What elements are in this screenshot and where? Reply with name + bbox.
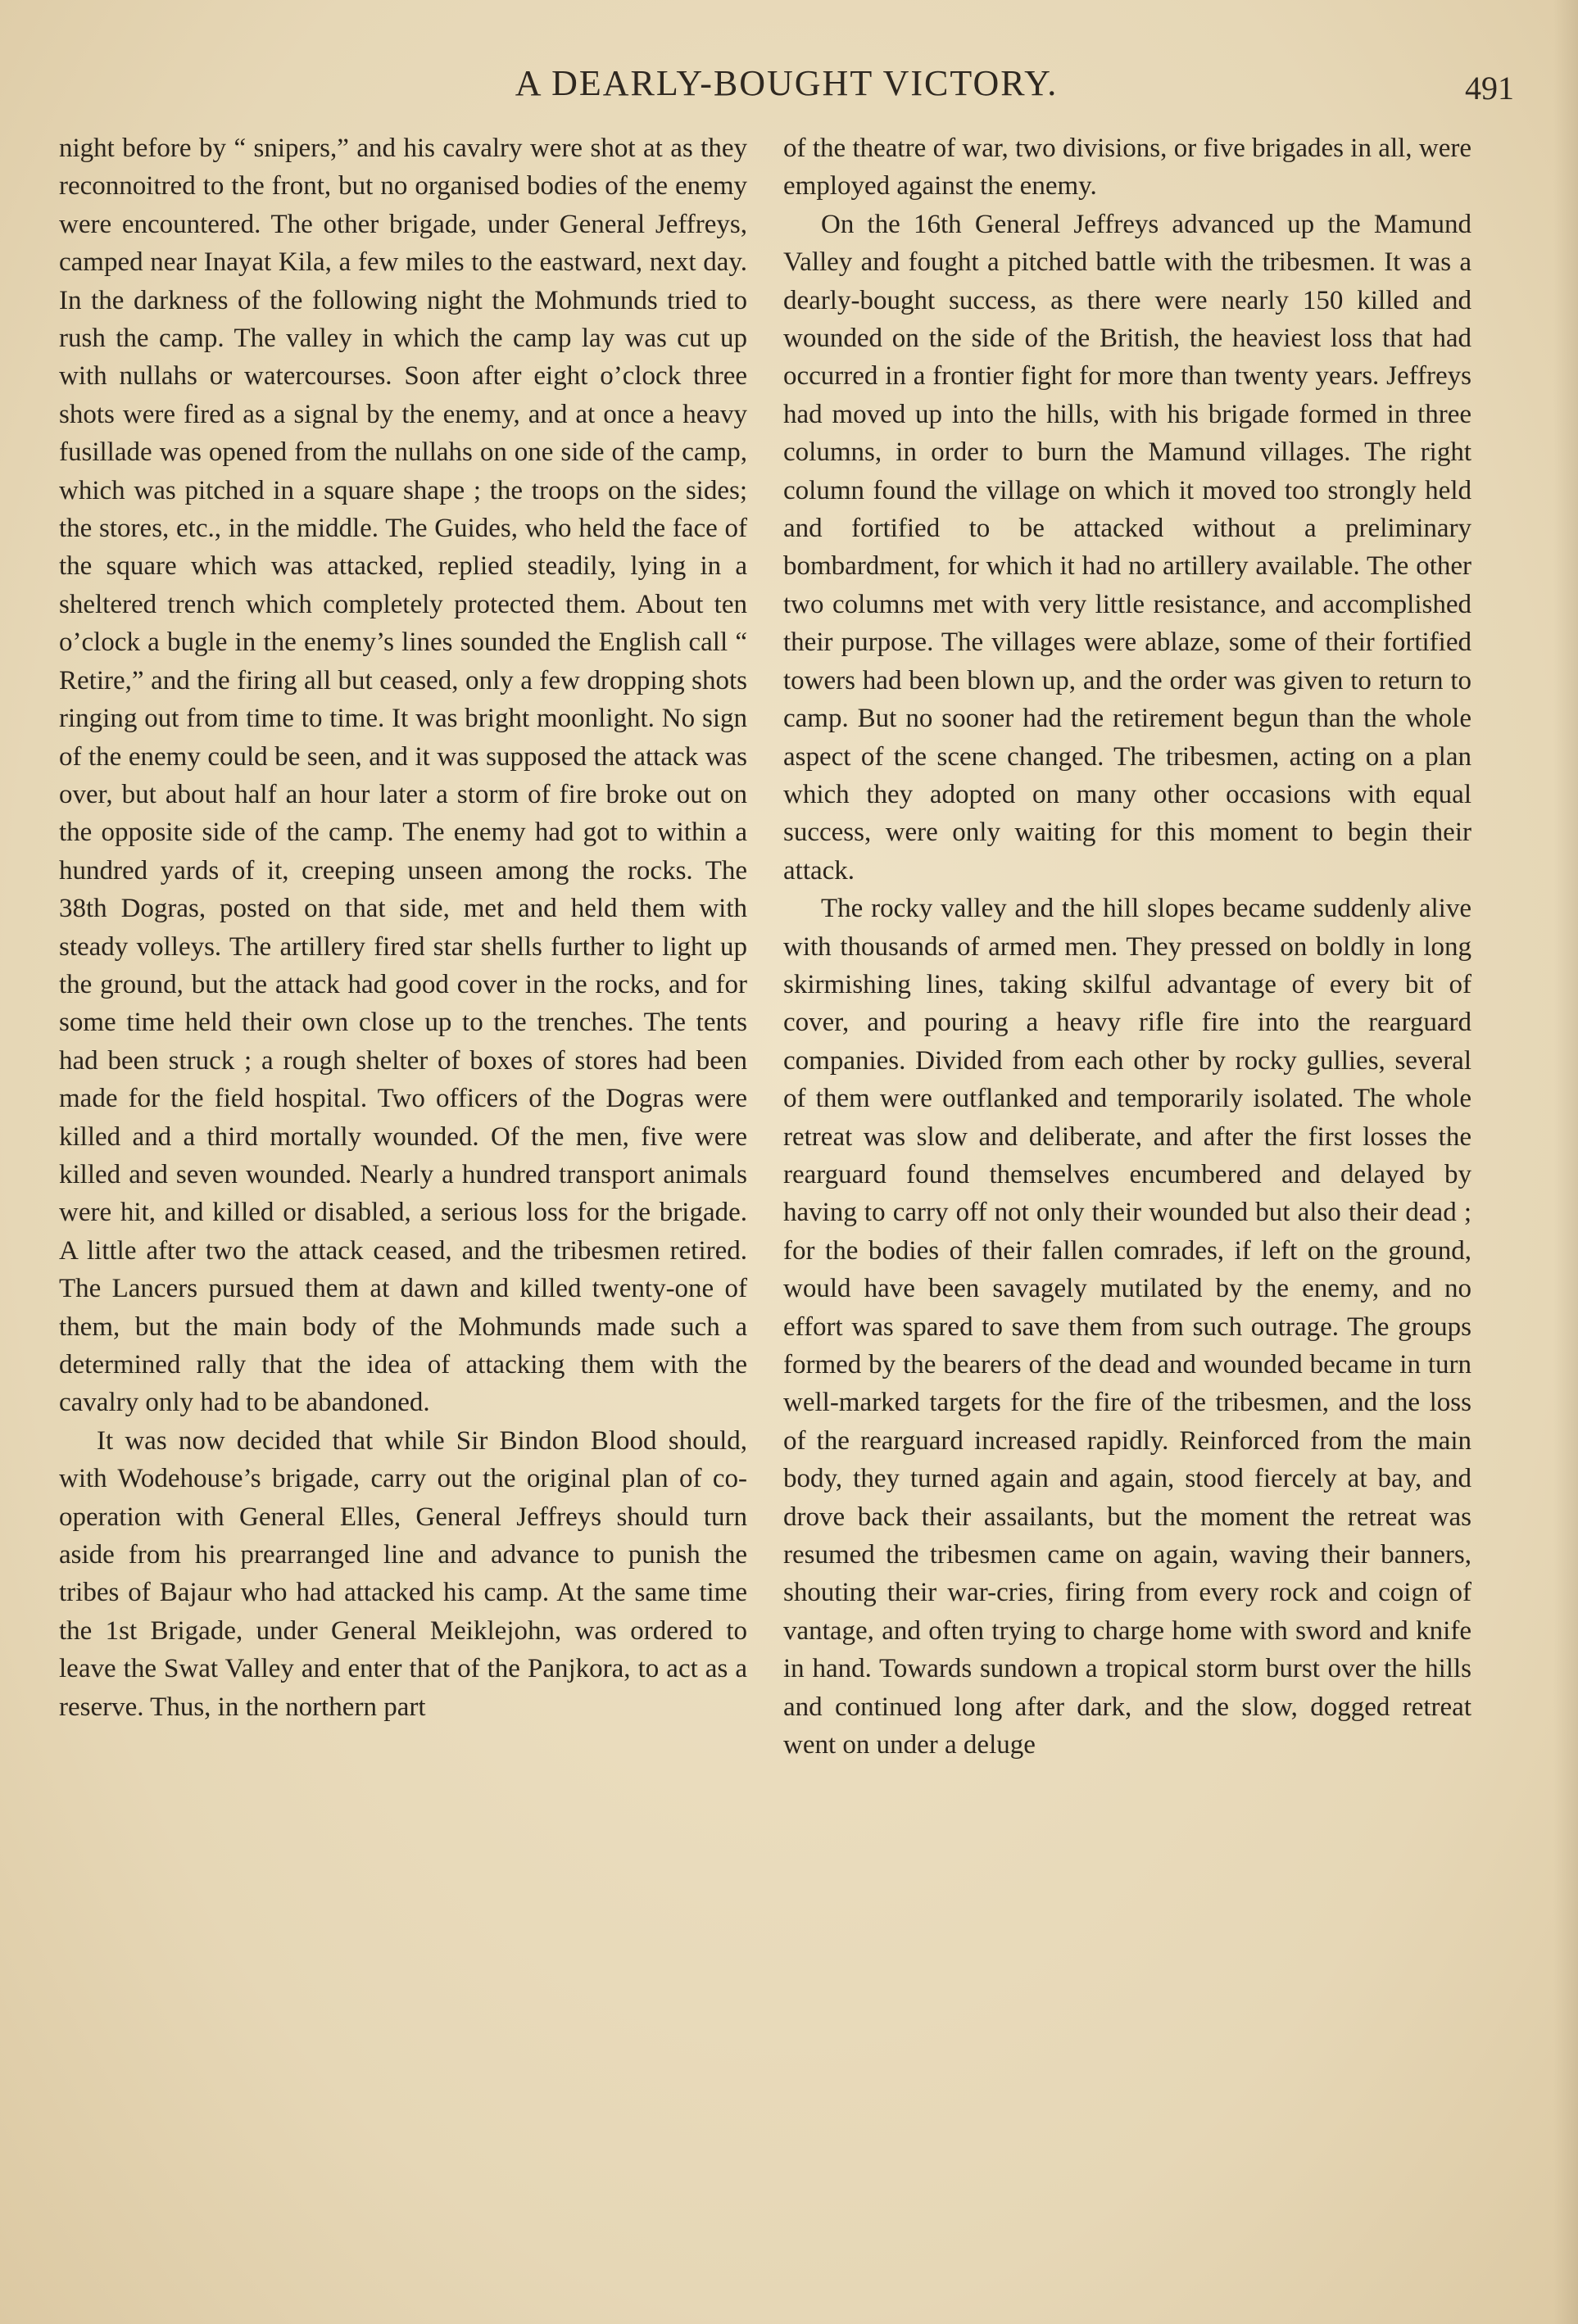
page-edge-shadow [1553, 0, 1578, 2324]
running-title: A DEARLY-BOUGHT VICTORY. [515, 63, 1059, 103]
running-head [0, 59, 1578, 108]
left-column [59, 129, 747, 2227]
paragraph: night before by “ snipers,” and his cavalry were shot at as they reconnoitred to the front, but no organised bodies of the enemy were encountered. The other brigade, under General Jeffreys, camped near Inayat Kila, a few miles to the eastward, next day. In the darkness of the following night the Mohmunds tried to rush the camp. The valley in which the camp lay was cut up with nullahs or watercourses. Soon after eight o’clock three shots were fired as a signal by the enemy, and at once a heavy fusillade was opened from the nullahs on one side of the camp, which was pitched in a square shape ; the troops on the sides; the stores, etc., in the middle. The Guides, who held the face of the square which was attacked, replied steadily, lying in a sheltered trench which completely protected them. About ten o’clock a bugle in the enemy’s lines sounded the English call “ Retire,” and the firing all but ceased, only a few dropping shots ringing out from time to time. It was bright moonlight. No sign of the enemy could be seen, and it was supposed the attack was over, but about half an hour later a storm of fire broke out on the opposite side of the camp. The enemy had got to within a hundred yards of it, creeping unseen among the rocks. The 38th Dogras, posted on that side, met and held them with steady volleys. The artillery fired star shells further to light up the ground, but the attack had good cover in the rocks, and for some time held their own close up to the trenches. The tents had been struck ; a rough shelter of boxes of stores had been made for the field hospital. Two officers of the Dogras were killed and a third mortally wounded. Of the men, five were killed and seven wounded. Nearly a hundred transport animals were hit, and killed or disabled, a serious loss for the brigade. A little after two the attack ceased, and the tribesmen retired. The Lancers pursued them at dawn and killed twenty-one of them, but the main body of the Mohmunds made such a determined rally that the idea of attacking them with the cavalry only had to be abandoned. [59, 134, 747, 1418]
paragraph: On the 16th General Jeffreys advanced up the Mamund Valley and fought a pitched battle with the tribesmen. It was a dearly-bought success, as there were nearly 150 killed and wounded on the side of the British, the heaviest loss that had occurred in a frontier fight for more than twenty years. Jeffreys had moved up into the hills, with his brigade formed in three columns, in order to burn the Mamund villages. The right column found the village on which it moved too strongly held and fortified to be attacked without a preliminary bombardment, for which it had no artillery available. The other two columns met with very little resistance, and accomplished their purpose. The villages were ablaze, some of their fortified towers had been blown up, and the order was given to return to camp. But no sooner had the retirement begun than the whole aspect of the scene changed. The tribesmen, acting on a plan which they adopted on many other occasions with equal success, were only waiting for this moment to begin their attack. [783, 209, 1471, 886]
page-number: 491 [1465, 70, 1514, 106]
paragraph: It was now decided that while Sir Bindon Blood should, with Wodehouse’s brigade, carry out the original plan of co-operation with General Elles, General Jeffreys should turn aside from his prearranged line and advance to punish the tribes of Bajaur who had attacked his camp. At the same time the 1st Brigade, under General Meiklejohn, was ordered to leave the Swat Valley and enter that of the Panjkora, to act as a reserve. Thus, in the northern part [59, 1425, 747, 1722]
paragraph: The rocky valley and the hill slopes became suddenly alive with thousands of armed men. They pressed on boldly in long skirmishing lines, taking skilful advantage of every bit of cover, and pouring a heavy rifle fire into the rearguard companies. Divided from each other by rocky gullies, several of them were outflanked and temporarily isolated. The whole retreat was slow and deliberate, and after the first losses the rearguard found themselves encumbered and delayed by having to carry off not only their wounded but also their dead ; for the bodies of their fallen comrades, if left on the ground, would have been savagely mutilated by the enemy, and no effort was spared to save them from such outrage. The groups formed by the bearers of the dead and wounded became in turn well-marked targets for the fire of the tribesmen, and the loss of the rearguard increased rapidly. Reinforced from the main body, they turned again and again, stood fiercely at bay, and drove back their assailants, but the moment the retreat was resumed the tribesmen came on again, waving their banners, shouting their war-cries, firing from every rock and coign of vantage, and often trying to charge home with sword and knife in hand. Towards sundown a tropical storm burst over the hills and continued long after dark, and the slow, dogged retreat went on under a deluge [783, 894, 1471, 1760]
right-column [783, 129, 1471, 2227]
paragraph: of the theatre of war, two divisions, or five brigades in all, were employed against the enemy. [783, 134, 1471, 202]
